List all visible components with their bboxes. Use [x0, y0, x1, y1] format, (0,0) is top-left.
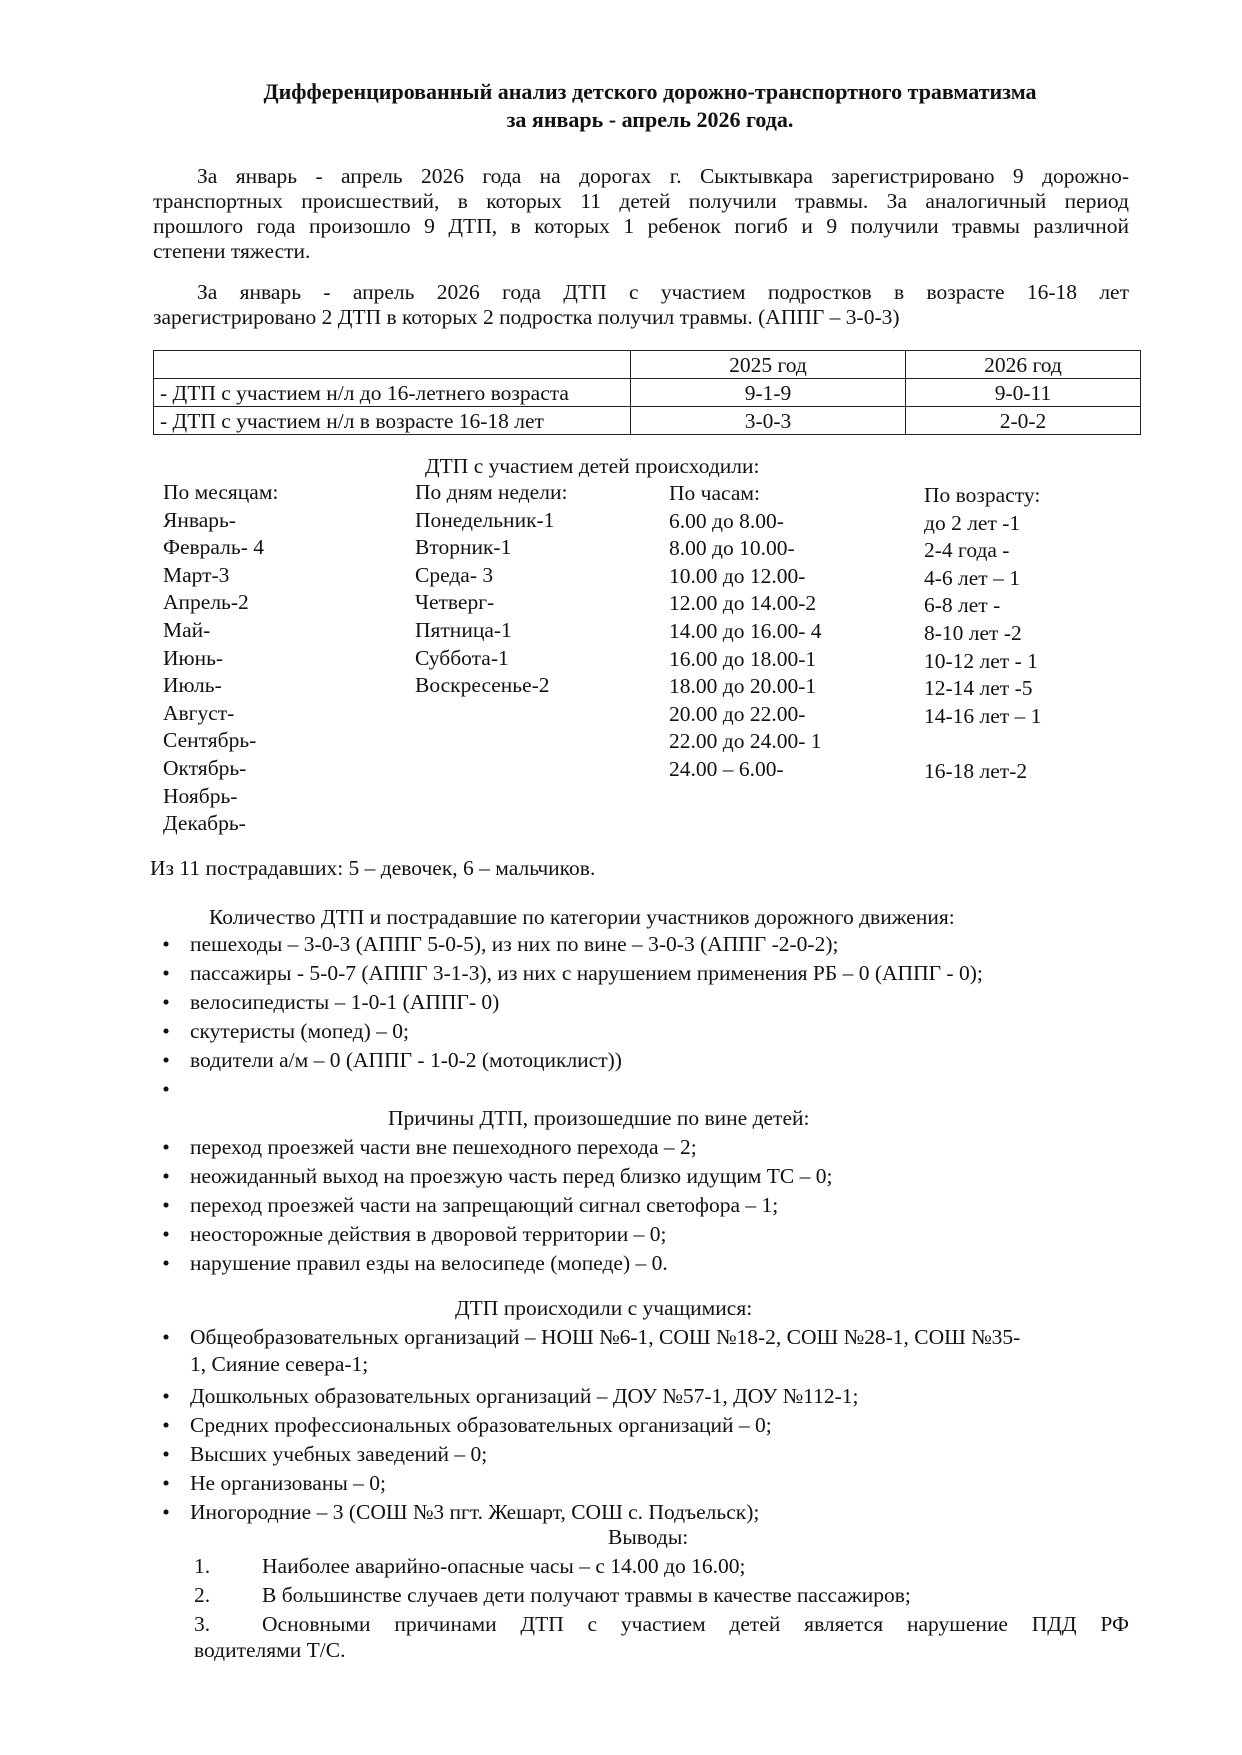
list-item: Понедельник-1: [415, 507, 555, 532]
list-item: Суббота-1: [415, 645, 509, 670]
conclusion-item: В большинстве случаев дети получают травмы в качестве пассажиров;: [262, 1583, 911, 1607]
column-header: По месяцам:: [163, 480, 279, 504]
list-item: Апрель-2: [163, 590, 249, 615]
bullet-icon: •: [162, 990, 170, 1014]
intro-p1-line-1: За январь - апрель 2026 года на дорогах г. Сыктывкара зарегистрировано 9 дорожно-: [197, 164, 1129, 188]
list-item: Воскресенье-2: [415, 673, 550, 698]
conclusions-heading: Выводы:: [608, 1525, 689, 1549]
table-row: [154, 407, 1141, 435]
list-item: 8-10 лет -2: [924, 620, 1022, 645]
intro-p1-line-3: прошлого года произошло 9 ДТП, в которых 1 ребенок погиб и 9 получили травмы различной: [153, 214, 1129, 238]
list-item: Октябрь-: [163, 755, 247, 780]
by-month-column: [163, 479, 278, 838]
list-item: 20.00 до 22.00-: [669, 701, 806, 726]
table-cell: - ДТП с участием н/л до 16-летнего возраста: [154, 379, 631, 407]
table-cell: 3-0-3: [631, 407, 906, 435]
column-header: По часам:: [669, 481, 760, 505]
list-item: 12-14 лет -5: [924, 676, 1033, 701]
list-item: 6-8 лет -: [924, 593, 1001, 618]
bullet-icon: •: [162, 961, 170, 985]
list-item: Февраль- 4: [163, 535, 264, 560]
column-header: По дням недели:: [415, 480, 568, 504]
list-item-continuation: 1, Сияние севера-1;: [190, 1352, 369, 1376]
conclusion-item: Основными причинами ДТП с участием детей является нарушение ПДД РФ: [262, 1612, 1129, 1636]
bullet-icon: •: [162, 1413, 170, 1437]
list-item: 18.00 до 20.00-1: [669, 674, 817, 699]
list-item: Август-: [163, 700, 235, 725]
list-item: Вторник-1: [415, 535, 512, 560]
victims-summary: Из 11 пострадавших: 5 – девочек, 6 – мальчиков.: [150, 856, 596, 880]
bullet-icon: •: [162, 1222, 170, 1246]
causes-heading: Причины ДТП, произошедшие по вине детей:: [388, 1106, 810, 1130]
intro-p1-line-4: степени тяжести.: [153, 239, 311, 263]
list-item: Декабрь-: [163, 811, 246, 836]
bullet-icon: •: [162, 932, 170, 956]
list-item: Июнь-: [163, 645, 224, 670]
document-title-line-2: за январь - апрель 2026 года.: [506, 107, 794, 132]
by-age-column: [924, 482, 1041, 786]
list-item: до 2 лет -1: [924, 510, 1021, 535]
stats-table: [153, 350, 1141, 435]
list-number: 3.: [194, 1612, 211, 1636]
list-item: 16-18 лет-2: [924, 758, 1028, 783]
list-item: 16.00 до 18.00-1: [669, 646, 817, 671]
table-header-cell: [154, 351, 631, 379]
conclusion-item-continuation: водителями Т/С.: [194, 1638, 346, 1662]
list-item: Сентябрь-: [163, 728, 257, 753]
column-header: По возрасту:: [924, 483, 1041, 507]
list-item: 12.00 до 14.00-2: [669, 591, 817, 616]
table-header-cell: 2025 год: [631, 351, 906, 379]
list-item: 24.00 – 6.00-: [669, 756, 784, 781]
list-item: Июль-: [163, 673, 222, 698]
participants-heading: Количество ДТП и пострадавшие по категории участников дорожного движения:: [209, 905, 955, 929]
list-item: 10.00 до 12.00-: [669, 563, 806, 588]
list-item: 10-12 лет - 1: [924, 648, 1038, 673]
bullet-icon: •: [162, 1251, 170, 1275]
list-item: 14.00 до 16.00- 4: [669, 618, 822, 643]
list-item: 8.00 до 10.00-: [669, 536, 795, 561]
bullet-icon: •: [162, 1471, 170, 1495]
table-cell: - ДТП с участием н/л в возрасте 16-18 лет: [154, 407, 631, 435]
by-hour-column: [669, 480, 821, 784]
list-item: 14-16 лет – 1: [924, 703, 1042, 728]
list-number: 2.: [194, 1583, 211, 1607]
bullet-icon: •: [162, 1325, 170, 1349]
breakdown-heading: ДТП с участием детей происходили:: [425, 454, 760, 478]
bullet-icon: •: [162, 1077, 170, 1101]
bullet-icon: •: [162, 1193, 170, 1217]
conclusion-item: Наиболее аварийно-опасные часы – с 14.00 до 16.00;: [262, 1554, 746, 1578]
document-page: Дифференцированный анализ детского дорожно-транспортного травматизма за январь - апрель 2026 года. За январь - апрель 2026 года на дорогах г. Сыктывкара зарегистрировано 9 дорожно- транспортных происшествий, в которых 11 детей получили травмы. За аналогичный период прошлого года произошло 9 ДТП, в которых 1 ребенок погиб и 9 получили травмы различной степени тяжести. За январь - апрель 2026 года ДТП с участием подростков в возрасте 16-18 лет зарегистрировано 2 ДТП в которых 2 подростка получил травмы. (АППГ – 3-0-3) 2025 год 2026 год - ДТП с участием н/л до 16-летнего возраста 9-1-9 9-0-11 - ДТП с участием н/л в возрасте 16-18 лет 3-0-3 2-0-2 ДТП с участием детей происходили: По месяцам: Январь- Февраль- 4 Март-3 Апрель-2 Май- Июнь- Июль- Август- Сентябрь- Октябрь- Ноябрь- Декабрь- По дням недели: Понедельник-1 Вторник-1 Среда- 3 Четверг- Пятница-1 Суббота-1 Воскресенье-2 По часам: 6.00 до 8.00- 8.00 до 10.00- 10.00 до 12.00- 12.00 до 14.00-2 14.00 до 16.00- 4 16.00 до 18.00-1 18.00 до 20.00-1 20.00 до 22.00- 22.00 до 24.00- 1 24.00 – 6.00- По возрасту: до 2 лет -1 2-4 года - 4-6 лет – 1 6-8 лет - 8-10 лет -2 10-12 лет - 1 12-14 лет -5 14-16 лет – 1 16-18 лет-2 Из 11 пострадавших: 5 – девочек, 6 – мальчиков. Количество ДТП и пострадавшие по категории участников дорожного движения: • пешеходы – 3-0-3 (АППГ 5-0-5), из них по вине – 3-0-3 (АППГ -2-0-2); • пассажиры - 5-0-7 (АППГ 3-1-3), из них с нарушением применения РБ – 0 (АППГ - 0); • велосипедисты – 1-0-1 (АППГ- 0) • скутеристы (мопед) – 0; • водители а/м – 0 (АППГ - 1-0-2 (мотоциклист)) • Причины ДТП, произошедшие по вине детей: • переход проезжей части вне пешеходного перехода – 2; • неожиданный выход на проезжую часть перед близко идущим ТС – 0; • переход проезжей части на запрещающий сигнал светофора – 1; • неосторожные действия в дворовой территории – 0; • нарушение правил езды на велосипеде (мопеде) – 0. ДТП происходили с учащимися: • Общеобразовательных организаций – НОШ №6-1, СОШ №18-2, СОШ №28-1, СОШ №35- 1, Сияние севера-1; • Дошкольных образовательных организаций – ДОУ №57-1, ДОУ №112-1; • Средних профессиональных образовательных организаций – 0; • Высших учебных заведений – 0; • Не организованы – 0; • Иногородние – 3 (СОШ №3 пгт. Жешарт, СОШ с. Подъельск); Выводы: 1. Наиболее аварийно-опасные часы – с 14.00 до 16.00; 2. В большинстве случаев дети получают травмы в качестве пассажиров; 3. Основными причинами ДТП с участием детей является нарушение ПДД РФ водителями Т/С.: [0, 0, 1242, 1755]
bullet-icon: •: [162, 1500, 170, 1524]
list-item: Ноябрь-: [163, 783, 238, 808]
intro-p1-line-2: транспортных происшествий, в которых 11 детей получили травмы. За аналогичный период: [153, 189, 1129, 213]
intro-p2-line-2: зарегистрировано 2 ДТП в которых 2 подростка получил травмы. (АППГ – 3-0-3): [153, 305, 900, 329]
list-item: Май-: [163, 617, 211, 642]
bullet-icon: •: [162, 1384, 170, 1408]
intro-p2-line-1: За январь - апрель 2026 года ДТП с участием подростков в возрасте 16-18 лет: [197, 280, 1129, 304]
bullet-icon: •: [162, 1135, 170, 1159]
list-item: Среда- 3: [415, 562, 494, 587]
table-cell: 9-0-11: [906, 379, 1141, 407]
list-item: 4-6 лет – 1: [924, 565, 1020, 590]
list-item: 22.00 до 24.00- 1: [669, 729, 822, 754]
list-item: [924, 730, 1041, 758]
table-cell: 2-0-2: [906, 407, 1141, 435]
list-number: 1.: [194, 1554, 211, 1578]
bullet-icon: •: [162, 1164, 170, 1188]
bullet-icon: •: [162, 1442, 170, 1466]
list-item: 2-4 года -: [924, 538, 1010, 563]
table-header-cell: 2026 год: [906, 351, 1141, 379]
document-title-line-1: Дифференцированный анализ детского дорожно-транспортного травматизма: [263, 79, 1037, 104]
list-item: 6.00 до 8.00-: [669, 508, 784, 533]
table-header-row: [154, 351, 1141, 379]
list-item: Март-3: [163, 562, 230, 587]
list-item: Пятница-1: [415, 617, 512, 642]
table-row: [154, 379, 1141, 407]
bullet-icon: •: [162, 1019, 170, 1043]
bullet-icon: •: [162, 1048, 170, 1072]
list-item: Январь-: [163, 507, 236, 532]
schools-heading: ДТП происходили с учащимися:: [455, 1296, 753, 1320]
list-item: Четверг-: [415, 590, 495, 615]
table-cell: 9-1-9: [631, 379, 906, 407]
by-weekday-column: [415, 479, 567, 700]
